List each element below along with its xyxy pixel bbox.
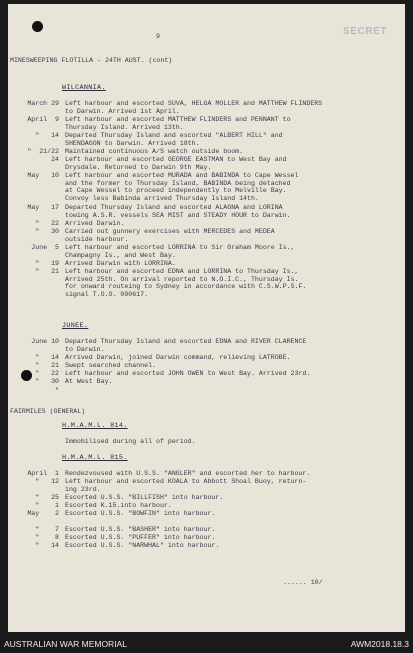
section-title-fairmiles: FAIRMILES (GENERAL) — [10, 408, 86, 415]
entry-date: " 25 — [35, 494, 59, 501]
entry-date: " 21 — [35, 268, 59, 275]
entry-date: " 22 — [35, 370, 59, 377]
entry-date: May 2 — [27, 510, 59, 517]
entry-text: Escorted U.S.S. "BASHER" into harbour. — [65, 526, 216, 533]
entry-text: Escorted K.15.into harbour. — [65, 502, 172, 509]
entry-text: At West Bay. — [65, 378, 113, 385]
entry-date: " 22 — [35, 220, 59, 227]
entry-date: " — [55, 387, 59, 394]
footer-accession-number: AWM2018.18.3 — [350, 639, 409, 649]
entry-text: Left harbour and escorted EDNA and LORRINA to Thursday Is., Arrived 25th. On arrival reported to N.O.I.C., Thursday Is. for onward routeing to Sydney in accordance with C.S.W.P.S.F. signal T.O.O. 090617. — [65, 268, 307, 298]
entry-text: Left harbour and escorted LORRINA to Sir Graham Moore Is., Champagny Is., and West Bay. — [65, 244, 295, 259]
entry-date: " 21/22 — [27, 148, 59, 155]
entry-date: " 8 — [35, 534, 59, 541]
subsection-title-ml814: H.M.A.M.L. 814. — [62, 422, 128, 430]
entry-date: " 12 — [35, 478, 59, 485]
entry-text: Arrived Darwin. — [65, 220, 125, 227]
entry-text: Left harbour and escorted JOHN OWEN to West Bay. Arrived 23rd. — [65, 370, 311, 377]
entry-text: Left harbour and escorted SUVA, HELGA MOLLER and MATTHEW FLINDERS to Darwin. Arrived 1st April. — [65, 100, 323, 115]
entry-date: April 1 — [27, 470, 59, 477]
entry-date: " 14 — [35, 542, 59, 549]
entry-date: June 10 — [31, 338, 59, 345]
entry-date: " 19 — [35, 260, 59, 267]
page-number: 9 — [156, 33, 160, 40]
entry-text: Maintained continuous A/S watch outside boom. — [65, 148, 244, 155]
entry-text: Left harbour and escorted MURADA and BABINDA to Cape Wessel and the former to Thursday Island, BABINDA being detached at Cape Wessel to proceed independently to Melville Bay. Convoy less Babinda arrived Thursday Island 14th. — [65, 172, 299, 202]
continued-marker: ...... 10/ — [283, 579, 323, 586]
document-header: MINESWEEPING FLOTILLA - 24TH AUST. (cont) — [10, 57, 173, 64]
entry-text: Escorted U.S.S. "BILLFISH" into harbour. — [65, 494, 224, 501]
subsection-title-ml815: H.M.A.M.L. 815. — [62, 454, 128, 462]
entry-text: Escorted U.S.S. "BOWFIN" into harbour. — [65, 510, 216, 517]
entry-text: Departed Thursday Island and escorted EDNA and RIVER CLARENCE to Darwin. — [65, 338, 307, 353]
entry-text: Escorted U.S.S. "PUFFER" into harbour. — [65, 534, 216, 541]
classification-stamp: SECRET — [343, 26, 388, 37]
entry-date: May 10 — [27, 172, 59, 179]
archive-footer — [0, 634, 413, 653]
entry-date: " 30 — [35, 228, 59, 235]
entry-date: March 29 — [27, 100, 59, 107]
entry-text: Left harbour and escorted MATTHEW FLINDERS and PENNANT to Thursday Island. Arrived 13th. — [65, 116, 291, 131]
entry-date: " 30 — [35, 378, 59, 385]
footer-institution: AUSTRALIAN WAR MEMORIAL — [4, 639, 127, 649]
entry-text: Left harbour and escorted KOALA to Abbott Shoal Buoy, return- ing 23rd. — [65, 478, 307, 493]
section-title-wilcannia: WILCANNIA. — [62, 84, 106, 92]
ml814-status: Immobilised during all of period. — [65, 438, 196, 445]
section-title-junee: JUNEE. — [62, 322, 89, 330]
entry-date: " 1 — [35, 502, 59, 509]
entry-date: " 7 — [35, 526, 59, 533]
entry-text: Arrived Darwin, joined Darwin command, relieving LATROBE. — [65, 354, 291, 361]
entry-date: May 17 — [27, 204, 59, 211]
entry-text: Rendezvoused with U.S.S. "ANGLER" and escorted her to harbour. — [65, 470, 311, 477]
punch-hole — [32, 21, 43, 32]
entry-date: " 21 — [35, 362, 59, 369]
entry-date: " 14 — [35, 132, 59, 139]
entry-text: Escorted U.S.S. "NARWHAL" into harbour. — [65, 542, 220, 549]
entry-text: Departed Thursday Island and escorted "ALBERT HILL" and SHENDAGON to Darwin. Arrived 18th. — [65, 132, 283, 147]
entry-date: April 9 — [27, 116, 59, 123]
entry-text: Left harbour and escorted GEORGE EASTMAN to West Bay and Drysdale. Returned to Darwin 9th May. — [65, 156, 287, 171]
entry-date: " 14 — [35, 354, 59, 361]
entry-text: Departed Thursday Island and escorted ALAGNA and LORINA towing A.S.R. vessels SEA MIST and STEADY HOUR to Darwin. — [65, 204, 291, 219]
document-page — [8, 4, 405, 632]
entry-date: June 5 — [31, 244, 59, 251]
entry-text: Arrived Darwin with LORRINA. — [65, 260, 176, 267]
entry-text: Carried out gunnery exercises with MERCEDES and MEDEA outside harbour. — [65, 228, 275, 243]
entry-text: Swept searched channel. — [65, 362, 157, 369]
entry-date: 24 — [51, 156, 59, 163]
